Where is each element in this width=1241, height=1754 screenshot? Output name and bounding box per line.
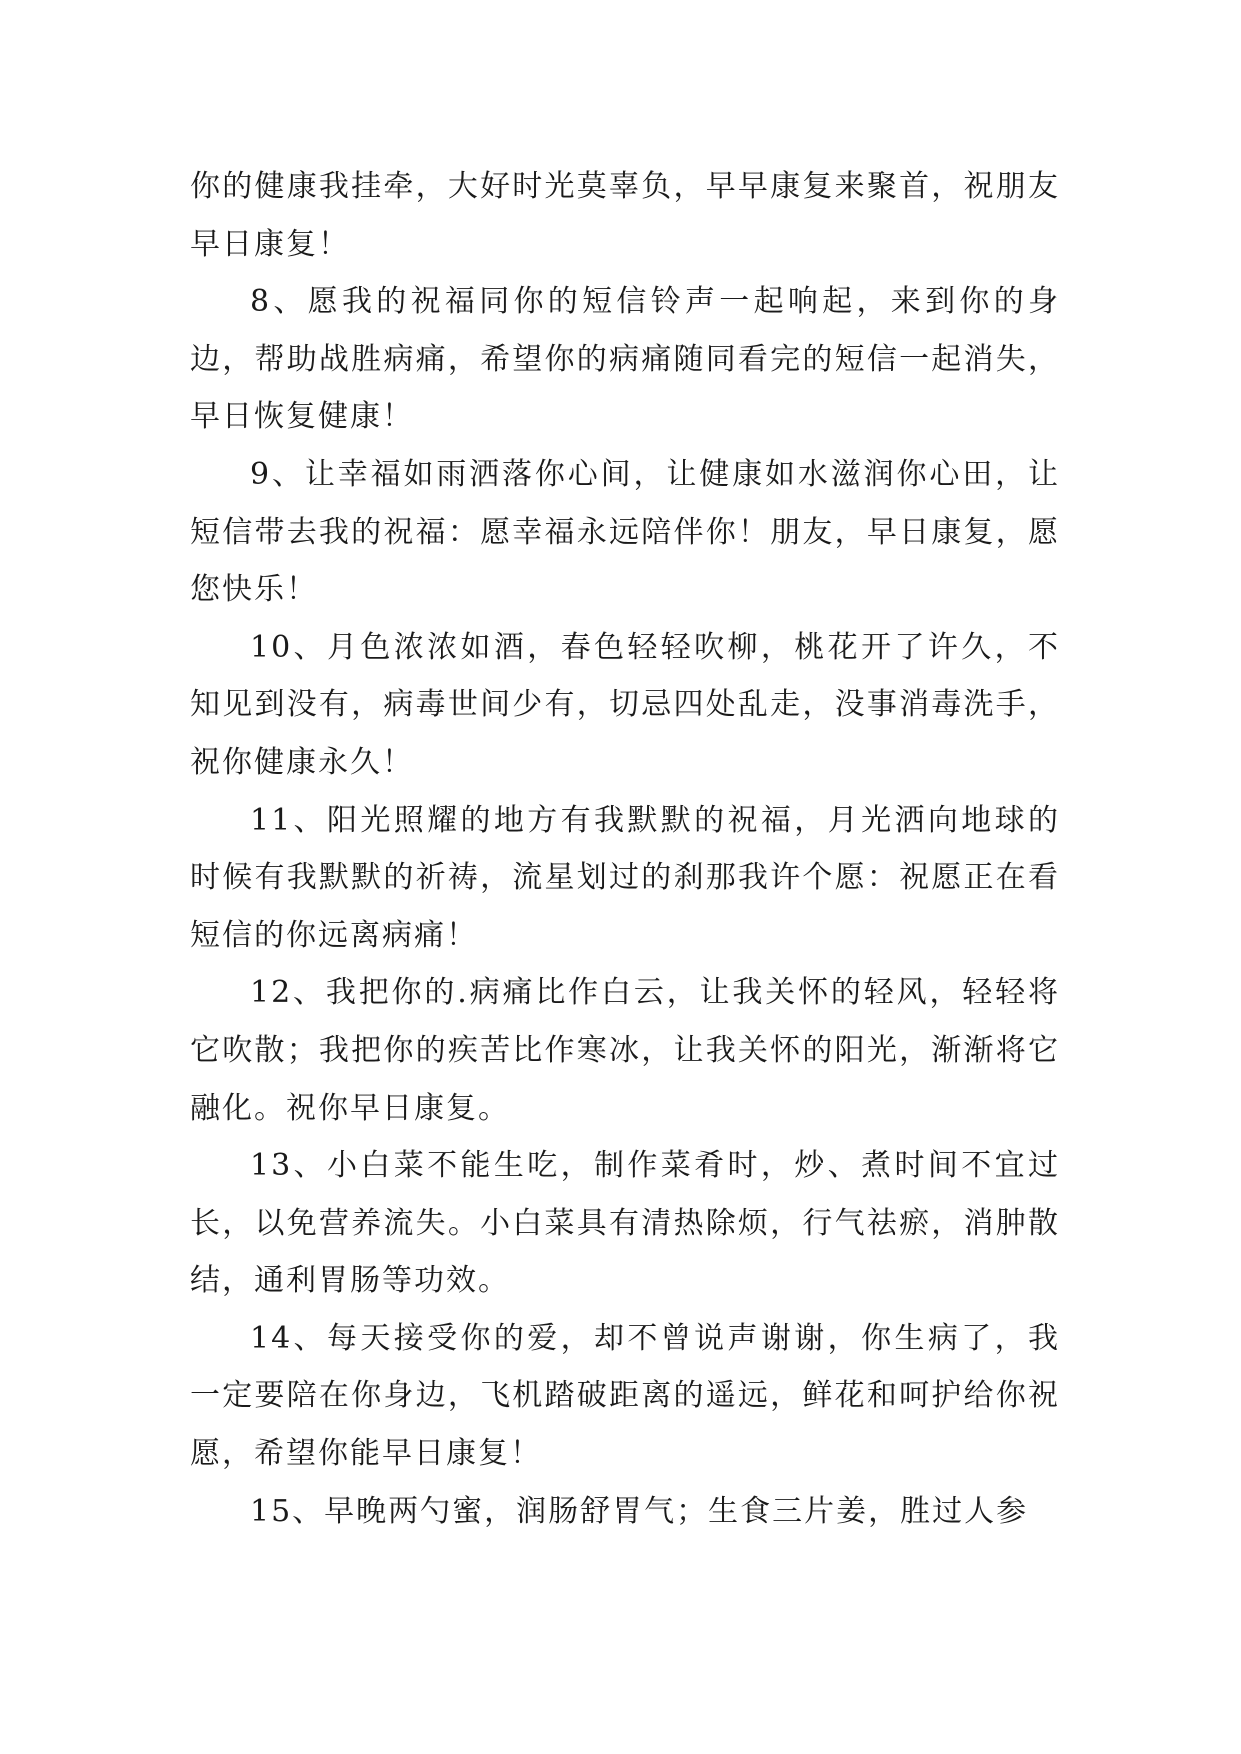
paragraph-item-8: 8、愿我的祝福同你的短信铃声一起响起，来到你的身边，帮助战胜病痛，希望你的病痛随同看完的短信一起消失，早日恢复健康！ — [190, 284, 1060, 435]
paragraph-item-10: 10、月色浓浓如酒，春色轻轻吹柳，桃花开了许久，不知见到没有，病毒世间少有，切忌四处乱走，没事消毒洗手，祝你健康永久！ — [190, 629, 1060, 780]
document-body — [190, 158, 1060, 1540]
paragraph-item-13: 13、小白菜不能生吃，制作菜肴时，炒、煮时间不宜过长，以免营养流失。小白菜具有清热除烦，行气祛瘀，消肿散结，通利胃肠等功效。 — [190, 1148, 1060, 1299]
paragraph-item-14: 14、每天接受你的爱，却不曾说声谢谢，你生病了，我一定要陪在你身边，飞机踏破距离的遥远，鲜花和呵护给你祝愿，希望你能早日康复！ — [190, 1320, 1060, 1472]
paragraph-item-11: 11、阳光照耀的地方有我默默的祝福，月光洒向地球的时候有我默默的祈祷，流星划过的刹那我许个愿：祝愿正在看短信的你远离病痛！ — [190, 802, 1060, 953]
paragraph-continuation: 你的健康我挂牵，大好时光莫辜负，早早康复来聚首，祝朋友早日康复！ — [190, 169, 1060, 262]
paragraph-item-12: 12、我把你的.病痛比作白云，让我关怀的轻风，轻轻将它吹散；我把你的疾苦比作寒冰，让我关怀的阳光，渐渐将它融化。祝你早日康复。 — [190, 975, 1060, 1126]
paragraph-item-9: 9、让幸福如雨洒落你心间，让健康如水滋润你心田，让短信带去我的祝福：愿幸福永远陪伴你！朋友，早日康复，愿您快乐！ — [190, 456, 1060, 608]
paragraph-item-15: 15、早晚两勺蜜，润肠舒胃气；生食三片姜，胜过人参 — [250, 1493, 1029, 1529]
